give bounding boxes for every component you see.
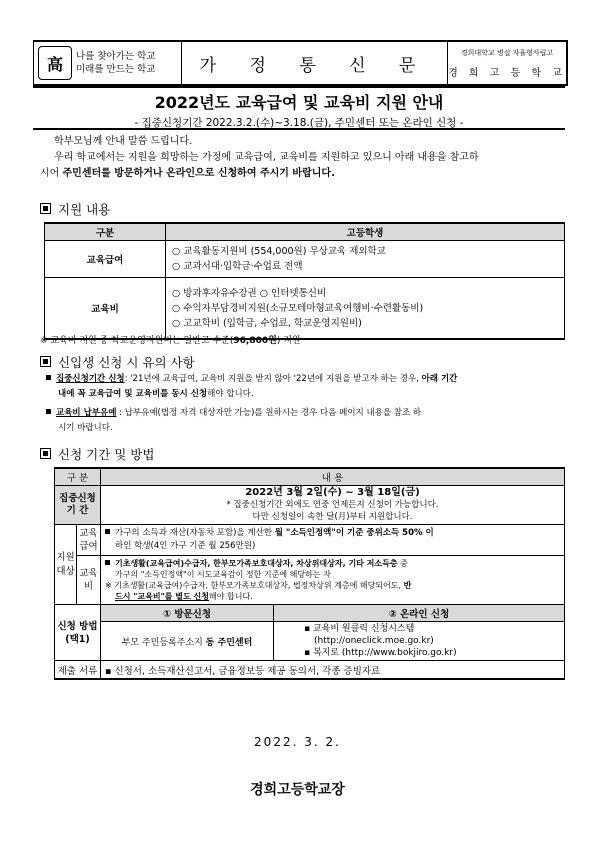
letterhead — [33, 40, 568, 86]
cell-text: 부모 주민등록주소지 — [121, 637, 206, 648]
bullet-emphasis: 아래 기간 — [421, 374, 458, 384]
method-visit-content — [101, 622, 274, 661]
bullet-text: 해야 합니다. — [207, 389, 254, 399]
online-link[interactable]: ▪ 복지로 (http://www.bokjiro.go.kr) — [304, 648, 457, 658]
section-title: 신입생 신청 시 유의 사항 — [58, 355, 195, 370]
cell-emphasis: 드시 "교육비"를 별도 신청 — [115, 592, 209, 601]
section-heading-method — [40, 445, 154, 463]
school-slogan-cell — [34, 42, 182, 84]
cell-emphasis: 반 — [403, 581, 412, 590]
cell-text: 하인 학생(4인 가구 기준 월 256만원) — [115, 541, 256, 551]
cell-note: ※ 기초생활(교육급여)수급자, 한부모가족보호대상자, 법정차상위 계층에 해당되어도, — [105, 581, 404, 590]
intro-paragraph — [40, 134, 564, 182]
bullet-icon — [46, 375, 51, 380]
list-item: ○ 교육활동지원비 (554,000원) 무상교육 제외학교 — [172, 246, 386, 257]
school-name: 경 희 고 등 학 교 — [448, 67, 566, 79]
note-text: ) 지원 — [276, 336, 301, 346]
sub-label-edu-cost: 교육 비 — [77, 556, 101, 605]
table-header: 내 용 — [101, 468, 565, 486]
school-logo: 高 — [38, 46, 72, 80]
sub-label-edu-benefit: 교육 급여 — [77, 525, 101, 556]
table-header: 구분 — [45, 223, 166, 241]
cell-text: 해야 합니다. — [208, 592, 253, 601]
period-dates: 2022년 3월 2일(수) ~ 3월 18일(금) — [245, 487, 420, 498]
letter-title: 가 정 통 신 문 — [182, 42, 448, 84]
list-item: ○ 고교학비 (입학금, 수업료, 학교운영지원비) — [172, 317, 362, 329]
note-amount: 96,800원 — [233, 336, 277, 346]
section-heading-notice — [40, 353, 195, 371]
intro-text: 시어 — [40, 168, 63, 179]
online-link[interactable]: (http://oneclick.moe.go.kr) — [314, 636, 434, 646]
method-header-visit: ① 방문신청 — [101, 605, 274, 622]
notice-bullet-2 — [46, 406, 564, 436]
section-title: 지원 내용 — [58, 202, 111, 217]
edu-cost-content — [101, 556, 565, 605]
slogan-line2: 미래를 만드는 학교 — [76, 64, 156, 75]
intro-line: 학부모님께 안내 말씀 드립니다. — [54, 136, 193, 147]
method-header-online: ② 온라인 신청 — [274, 605, 565, 622]
period-note: * 집중신청기간 외에도 연중 언제든지 신청이 가능합니다. — [226, 500, 439, 510]
document-subtitle: - 집중신청기간 2022.3.2.(수)~3.18.(금), 주민센터 또는 온라인 신청 - — [134, 117, 464, 129]
bullet-text: 시기 바랍니다. — [58, 423, 113, 433]
row-content — [166, 241, 565, 278]
support-table — [44, 222, 565, 340]
intro-line: 우리 학교에서는 지원을 희망하는 가정에 교육급여, 교육비를 지원하고 있으니 아래 내용을 참고하 — [54, 152, 479, 163]
cell-text: 가구의 "소득인정액"이 시도교육감이 정한 기준에 해당하는 자 — [115, 570, 331, 579]
online-item: ▪ 교육비 원클릭 신청시스템 — [304, 624, 415, 634]
bullet-icon — [105, 529, 110, 534]
list-item: ○ 방과후자유수강권 ○ 인터넷통신비 — [172, 287, 327, 299]
issue-date: 2022. 3. 2. — [254, 735, 341, 749]
bullet-text: : '21년에 교육급여, 교육비 지원을 받지 않아 '22년에 지원을 받고자 하는 경우, — [124, 374, 422, 384]
cell-emphasis: 동 주민센터 — [205, 637, 253, 648]
documents-content: ▪ 신청서, 소득재산신고서, 금융정보등 제공 동의서, 각종 증빙자료 — [101, 661, 565, 680]
row-label-documents: 제출 서류 — [55, 661, 101, 680]
slogan-line1: 나를 찾아가는 학교 — [76, 51, 156, 62]
support-note — [40, 333, 301, 346]
section-marker-icon — [40, 448, 51, 459]
section-marker-icon — [40, 356, 51, 367]
section-heading-support — [40, 200, 110, 218]
application-table — [54, 467, 565, 680]
cell-text: 가구의 소득과 재산(자동차 포함)을 계산한 — [115, 528, 275, 538]
row-label-target: 지원 대상 — [55, 525, 77, 605]
period-content — [101, 486, 565, 525]
note-text: ※ 교육비 지원 중 학교운영지원비는 일반고 수준( — [40, 336, 234, 346]
bullet-icon — [46, 409, 51, 414]
cell-emphasis: 기초생활(교육급여)수급자, 한부모가족보호대상자, 차상위대상자, 기타 저소득층 — [115, 559, 398, 568]
document-title: 2022년도 교육급여 및 교육비 지원 안내 — [154, 93, 444, 112]
intro-emphasis: 주민센터를 방문하거나 온라인으로 신청하여 주시기 바랍니다. — [62, 168, 335, 179]
bullet-text: : 납부유예(법정 자격 대상자만 가능)를 원하시는 경우 다음 페이지 내용을 참조 하 — [116, 408, 422, 418]
bullet-label: 집중신청기간 신청 — [56, 374, 125, 384]
list-item: ○ 수익자부담경비지원(소규모테마형교육여행비·수련활동비) — [172, 302, 424, 314]
row-label-edu-benefit: 교육급여 — [45, 241, 166, 278]
cell-text: 중 — [397, 559, 408, 568]
row-label-edu-cost: 교육비 — [45, 278, 166, 340]
notice-bullet-1 — [46, 372, 564, 402]
principal-signature: 경희고등학교장 — [250, 782, 345, 798]
row-label-method: 신청 방법 (택1) — [55, 605, 101, 661]
method-online-content — [274, 622, 565, 661]
cell-emphasis: 월 "소득인정액"이 기준 중위소득 50% 이 — [274, 528, 434, 538]
edu-benefit-content — [101, 525, 565, 556]
section-title: 신청 기간 및 방법 — [58, 447, 155, 462]
bullet-emphasis: 내에 꼭 교육급여 및 교육비를 동시 신청 — [58, 389, 208, 399]
bullet-icon — [105, 560, 110, 565]
section-marker-icon — [40, 203, 51, 214]
intro-line — [40, 166, 564, 182]
document-title-box — [33, 86, 565, 130]
row-content — [166, 278, 565, 340]
list-item: ○ 교과서대·입학금·수업료 전액 — [172, 261, 303, 272]
school-affiliation: 경희대학교 병설 자율형사립고 — [460, 48, 554, 57]
table-header: 고등학생 — [166, 223, 565, 241]
row-label-period: 집중신청 기 간 — [55, 486, 101, 525]
bullet-label: 교육비 납부유예 — [56, 408, 117, 418]
school-name-cell — [448, 42, 566, 84]
table-header: 구 분 — [55, 468, 101, 486]
period-note: 다만 신청일이 속한 달(月)부터 지원합니다. — [252, 512, 413, 522]
